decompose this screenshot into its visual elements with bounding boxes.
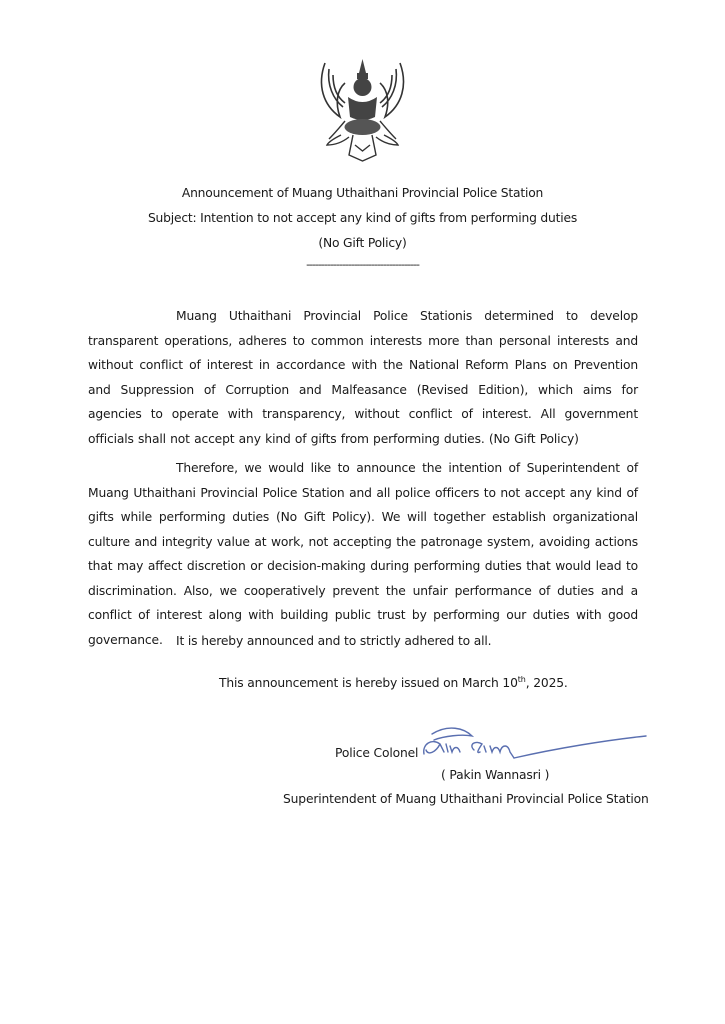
issue-date-line bbox=[219, 675, 568, 690]
announcement-title: Announcement of Muang Uthaithani Provincial Police Station bbox=[181, 186, 544, 200]
body-paragraph-1: Muang Uthaithani Provincial Police Stationis determined to develop transparent operations, adheres to common interests more than personal interests and without conflict of interest in accordance with the National Reform Plans on Prevention and Suppression of Corruption and Malfeasance (Revised Edition), which aims for agencies to operate with transparency, without conflict of interest. All government officials shall not accept any kind of gifts from performing duties. (No Gift Policy) bbox=[88, 309, 638, 446]
separator-line: -------------------------------------- bbox=[306, 258, 419, 271]
handwritten-signature-icon bbox=[418, 722, 653, 772]
issue-date-suffix: , 2025. bbox=[525, 676, 568, 691]
issue-date-prefix: This announcement is hereby issued on March 10 bbox=[219, 676, 518, 691]
body-paragraph-2: Therefore, we would like to announce the intention of Superintendent of Muang Uthaithani Provincial Police Station and all police officers to not accept any kind of gifts while performing duties (No Gift Policy). We will together establish organizational culture and integrity value at work, not accepting the patronage system, avoiding actions that may affect discretion or decision-making during performing duties that would lead to discrimination. Also, we cooperatively prevent the unfair performance of duties and a conflict of interest along with building public trust by performing our duties with good governance. bbox=[88, 461, 638, 647]
signer-name: ( Pakin Wannasri ) bbox=[441, 768, 550, 782]
signer-rank: Police Colonel bbox=[335, 746, 419, 760]
closing-statement: It is hereby announced and to strictly adhered to all. bbox=[176, 634, 492, 648]
announcement-policy-name: (No Gift Policy) bbox=[318, 236, 407, 250]
announcement-subject: Subject: Intention to not accept any kind of gifts from performing duties bbox=[147, 211, 578, 225]
signer-position: Superintendent of Muang Uthaithani Provincial Police Station bbox=[283, 792, 649, 806]
issue-date-ordinal: th bbox=[517, 675, 526, 684]
garuda-emblem-icon bbox=[315, 55, 410, 165]
